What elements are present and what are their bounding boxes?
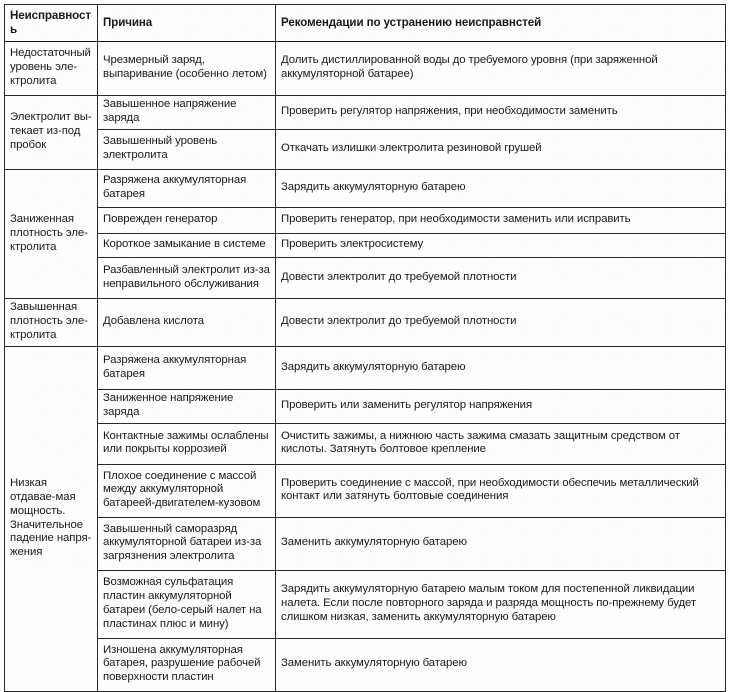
recommendation-cell: Довести электролит до требуемой плотности [276,258,726,299]
table-row [5,130,726,170]
cause-cell: Завышенное напряжение заряда [98,96,276,130]
recommendation-cell: Проверить соединение с массой, при необходимости обеспечиь металлический контакт или затянуть болтовые соединения [276,464,726,517]
table-row [5,570,726,638]
recommendation-cell: Проверить генератор, при необходимости заменить или исправить [276,208,726,234]
cause-cell: Разряжена аккумуляторная батарея [98,347,276,390]
cause-cell: Плохое соединение с массой между аккумуляторной батареей-двигателем-кузовом [98,464,276,517]
table-header-row [5,5,726,42]
table-row [5,42,726,96]
cause-cell: Разбавленный электролит из-за неправильного обслуживания [98,258,276,299]
recommendation-cell: Заменить аккумуляторную батарею [276,517,726,570]
cause-cell: Чрезмерный заряд, выпаривание (особенно летом) [98,42,276,96]
recommendation-cell: Проверить регулятор напряжения, при необходимости заменить [276,96,726,130]
recommendation-cell: Проверить электросистему [276,234,726,258]
cause-cell: Добавлена кислота [98,299,276,347]
cause-cell: Изношена аккумуляторная батарея, разрушение рабочей поверхности пластин [98,638,276,691]
recommendation-cell: Долить дистиллированной воды до требуемого уровня (при заряженной аккумуляторной батарее) [276,42,726,96]
cause-cell: Возможная сульфатация пластин аккумуляторной батареи (бело-серый налет на пластинах плюс и мину) [98,570,276,638]
table-row [5,258,726,299]
recommendation-cell: Довести электролит до требуемой плотности [276,299,726,347]
recommendation-cell: Очистить зажимы, а нижнюю часть зажима смазать защитным средством от кислоты. Затянуть болтовое крепление [276,423,726,464]
table-header [5,5,726,42]
troubleshooting-table [4,4,726,692]
table-row [5,423,726,464]
table-row [5,638,726,691]
recommendation-cell: Проверить или заменить регулятор напряжения [276,390,726,424]
table-row [5,464,726,517]
fault-cell: Низкая отдавае-мая мощность. Значительное падение напря-жения [5,347,98,692]
cause-cell: Поврежден генератор [98,208,276,234]
table-row [5,299,726,347]
cause-cell: Завышенный саморазряд аккумуляторной батареи из-за загрязнения электролита [98,517,276,570]
table-row [5,517,726,570]
recommendation-cell: Зарядить аккумуляторную батарею малым током для постепенной ликвидации налета. Если после повторного заряда и разряда мощность по-прежнему будет слишком низкая, заменить аккумуляторную батарею [276,570,726,638]
table-row [5,347,726,390]
column-header-cause: Причина [98,5,276,42]
cause-cell: Разряжена аккумуляторная батарея [98,170,276,208]
table-row [5,234,726,258]
recommendation-cell: Откачать излишки электролита резиновой грушей [276,130,726,170]
table-row [5,208,726,234]
cause-cell: Короткое замыкание в системе [98,234,276,258]
table-body [5,42,726,692]
table-row [5,170,726,208]
recommendation-cell: Заменить аккумуляторную батарею [276,638,726,691]
cause-cell: Заниженное напряжение заряда [98,390,276,424]
column-header-fault: Неисправность [5,5,98,42]
table-row [5,390,726,424]
cause-cell: Контактные зажимы ослаблены или покрыты коррозией [98,423,276,464]
recommendation-cell: Зарядить аккумуляторную батарею [276,347,726,390]
column-header-recommendation: Рекомендации по устранению неисправнстей [276,5,726,42]
cause-cell: Завышенный уровень электролита [98,130,276,170]
fault-cell: Заниженная плотность эле-ктролита [5,170,98,299]
fault-cell: Электролит вы-текает из-под пробок [5,96,98,170]
recommendation-cell: Зарядить аккумуляторную батарею [276,170,726,208]
fault-cell: Недостаточный уровень эле-ктролита [5,42,98,96]
table-row [5,96,726,130]
fault-cell: Завышенная плотность эле-ктролита [5,299,98,347]
